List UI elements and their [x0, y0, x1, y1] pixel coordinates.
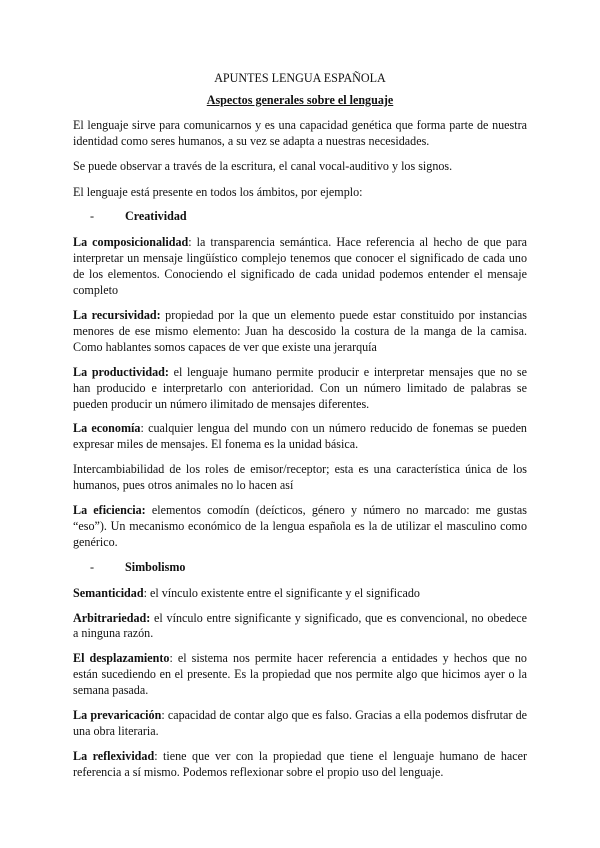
definition-text: propiedad por la que un elemento puede estar constituido por instancias menores de ese mismo elemento: Juan ha descosido la costura de la manga de la camisa. Como hablantes somos capaces de ver que existe una jerarquía — [73, 307, 527, 354]
definition-term: El desplazamiento — [73, 651, 170, 666]
bullet-dash: - — [90, 209, 95, 224]
definition-term: Semanticidad — [73, 585, 144, 600]
page-subtitle: Aspectos generales sobre el lenguaje — [206, 92, 394, 107]
definition-text: : la transparencia semántica. Hace referencia al hecho de que para interpretar un mensaje lingüístico complejo tenemos que conocer el significado de cada uno de los elementos. Conociendo el significado de cada unidad podemos entender el mensaje completo — [73, 235, 527, 298]
definition-term: La prevaricación — [73, 708, 162, 723]
definition-term: La recursividad: — [73, 307, 161, 322]
definition-text: : el vínculo existente entre el significante y el significado — [143, 585, 420, 600]
definition-term: La productividad: — [73, 364, 169, 379]
definition-text: elementos comodín (deícticos, género y número no marcado: me gustas “eso”). Un mecanismo económico de la lengua española es la de utilizar el masculino como genérico. — [73, 503, 528, 549]
definition-text: : capacidad de contar algo que es falso. Gracias a ella podemos disfrutar de una obra literaria. — [73, 708, 527, 738]
definition-paragraph — [73, 611, 527, 643]
definition-text: el lenguaje humano permite producir e interpretar mensajes que no se han producido e interpretarlo con anterioridad. Con un número limitado de palabras se pueden producir un número ilimitado de mensajes diferentes. — [73, 364, 527, 411]
definition-text: : tiene que ver con la propiedad que tiene el lenguaje humano de hacer referencia a sí mismo. Podemos reflexionar sobre el propio uso del lenguaje. — [73, 748, 527, 779]
definition-paragraph — [73, 462, 527, 494]
definition-paragraph — [73, 503, 527, 551]
definition-paragraph — [73, 365, 527, 413]
intro-paragraph: El lenguaje sirve para comunicarnos y es una capacidad genética que forma parte de nuestra identidad como seres humanos, a su vez se adapta a nuestras necesidades. — [73, 117, 527, 148]
definition-paragraph — [73, 651, 527, 699]
definition-paragraph — [73, 421, 527, 453]
definition-text: : el sistema nos permite hacer referencia a entidades y hechos que no están sucediendo en el presente. Es la propiedad que nos permite algo que hicimos ayer o la semana pasada. — [73, 651, 527, 698]
section-heading-creatividad — [73, 209, 527, 225]
definition-term: Arbitrariedad: — [73, 610, 151, 625]
page-title: APUNTES LENGUA ESPAÑOLA — [214, 71, 386, 85]
definition-paragraph — [73, 749, 527, 781]
intro-paragraph: El lenguaje está presente en todos los ámbitos, por ejemplo: — [73, 184, 363, 199]
definition-term: La composicionalidad — [73, 235, 189, 250]
definition-text: el vínculo entre significante y significado, que es convencional, no obedece a ninguna razón. — [73, 610, 527, 641]
definition-paragraph — [73, 708, 527, 740]
definition-paragraph — [73, 308, 527, 356]
section-heading-simbolismo — [73, 560, 527, 576]
definition-term: La economía — [73, 421, 141, 436]
intro-paragraph: Se puede observar a través de la escritura, el canal vocal-auditivo y los signos. — [73, 158, 453, 173]
definition-text: Intercambiabilidad de los roles de emisor/receptor; esta es una característica única de los humanos, pues otros animales no lo hacen así — [73, 462, 527, 493]
definition-paragraph — [73, 586, 527, 602]
bullet-dash: - — [90, 559, 95, 574]
section-heading-label: Simbolismo — [125, 559, 186, 574]
definition-paragraph — [73, 235, 527, 299]
definition-term: La eficiencia: — [73, 503, 146, 518]
definition-text: : cualquier lengua del mundo con un número reducido de fonemas se pueden expresar miles de mensajes. El fonema es la unidad básica. — [73, 421, 527, 452]
section-heading-label: Creatividad — [125, 209, 187, 224]
definition-term: La reflexividad — [73, 748, 155, 763]
document-body — [73, 71, 527, 781]
